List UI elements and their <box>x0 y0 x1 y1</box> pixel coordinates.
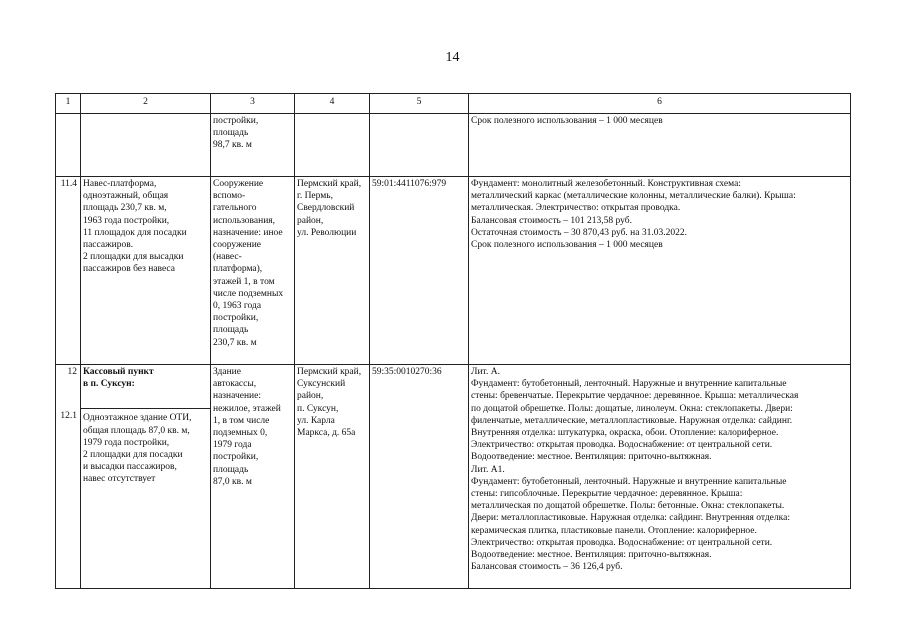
text-line: район, <box>297 215 324 226</box>
object-name-cell <box>81 365 211 589</box>
text-line: вспомо- <box>213 191 246 202</box>
text-line: постройки, <box>213 452 259 463</box>
text-line: Срок полезного использования – 1 000 месяцев <box>471 240 663 251</box>
property-table <box>55 93 851 589</box>
row-number <box>56 114 81 177</box>
text-line: навес отсутствует <box>83 474 156 485</box>
text-line: назначение: <box>213 391 261 402</box>
text-line: филенчатые, металлические, металлопластиковые. Наружная отделка: сайдинг. <box>471 415 793 426</box>
object-type <box>211 365 295 589</box>
text-line: Лит. А. <box>471 367 500 377</box>
header-col-4: 4 <box>295 94 370 114</box>
text-line: и высадки пассажиров, <box>83 462 177 473</box>
text-line: металлический каркас (металлические колонны, металлические балки). Крыша: <box>471 191 796 202</box>
text-line: Навес-платформа, <box>83 179 157 189</box>
object-description <box>469 365 851 589</box>
text-line: Кассовый пункт <box>83 367 154 377</box>
text-line: Фундамент: бутобетонный, ленточный. Наружные и внутренние капитальные <box>471 476 787 487</box>
text-line: пассажиров без навеса <box>83 264 175 275</box>
object-name <box>81 177 211 365</box>
text-line: постройки, <box>213 116 259 126</box>
text-line: 98,7 кв. м <box>213 140 252 151</box>
object-type <box>211 114 295 177</box>
text-line: Электричество: открытая проводка. Водоснабжение: от центральной сети. <box>471 440 773 451</box>
header-col-6: 6 <box>469 94 851 114</box>
object-name <box>83 412 208 485</box>
text-line: Водоотведение: местное. Вентиляция: приточно-вытяжная. <box>471 452 712 463</box>
text-line: площадь <box>213 325 249 336</box>
text-line: площадь 230,7 кв. м, <box>83 203 167 214</box>
object-description <box>469 177 851 365</box>
text-line: стены: гипсоблочные. Перекрытие чердачное: деревянное. Крыша: <box>471 489 743 500</box>
text-line: Свердловский <box>297 203 355 214</box>
row-number: 11.4 <box>56 177 81 365</box>
text-line: одноэтажный, общая <box>83 191 169 202</box>
object-address <box>295 114 370 177</box>
text-line: Внутренняя отделка: штукатурка, окраска, обои. Отопление: калориферное. <box>471 428 779 439</box>
text-line: стены: бревенчатые. Перекрытие чердачное: деревянное. Крыша: металлическая <box>471 391 799 402</box>
text-line: Электричество: открытая проводка. Водоснабжение: от центральной сети. <box>471 537 773 548</box>
text-line: 1, в том числе <box>213 415 270 426</box>
text-line: ул. Карла <box>297 415 335 426</box>
text-line: Пермский край, <box>297 179 362 189</box>
object-address <box>295 365 370 589</box>
text-line: Маркса, д. 65а <box>297 428 356 439</box>
object-address <box>295 177 370 365</box>
text-line: числе подземных <box>213 288 284 299</box>
text-line: 230,7 кв. м <box>213 337 257 348</box>
row-subnumber: 12.1 <box>60 411 77 422</box>
text-line: Балансовая стоимость – 36 126,4 руб. <box>471 562 623 573</box>
text-line: назначение: иное <box>213 227 283 238</box>
object-type <box>211 177 295 365</box>
table-row <box>56 177 851 365</box>
header-col-1: 1 <box>56 94 81 114</box>
object-description <box>469 114 851 177</box>
cadastral-number: 59:35:0010270:36 <box>370 365 469 589</box>
text-line: Суксунский <box>297 379 346 390</box>
object-name <box>81 114 211 177</box>
header-col-5: 5 <box>370 94 469 114</box>
text-line: Лит. А1. <box>471 464 505 475</box>
text-line: Водоотведение: местное. Вентиляция: приточно-вытяжная. <box>471 550 712 561</box>
table-row <box>56 114 851 177</box>
text-line: (навес- <box>213 252 242 263</box>
row-number: 12 <box>67 367 77 377</box>
text-line: Балансовая стоимость – 101 213,58 руб. <box>471 215 632 226</box>
text-line: в п. Суксун: <box>83 379 135 390</box>
text-line: район, <box>297 391 324 402</box>
text-line: подземных 0, <box>213 428 268 439</box>
text-line: металлическая. Электричество: открытая проводка. <box>471 203 681 214</box>
object-group-title <box>83 366 208 390</box>
text-line: пассажиров. <box>83 240 134 251</box>
text-line: по дощатой обрешетке. Полы: дощатые, линолеум. Окна: стеклопакеты. Двери: <box>471 403 793 414</box>
text-line: Фундамент: бутобетонный, ленточный. Наружные и внутренние капитальные <box>471 379 787 390</box>
text-line: металлическая по дощатой обрешетке. Полы: бетонные. Окна: стеклопакеты. <box>471 501 785 512</box>
header-row <box>56 94 851 114</box>
text-line: площадь <box>213 128 249 139</box>
text-line: Сооружение <box>213 179 264 189</box>
text-line: 1963 года постройки, <box>83 215 170 226</box>
text-line: гательного <box>213 203 257 214</box>
sub-divider <box>81 390 210 409</box>
text-line: п. Суксун, <box>297 403 339 414</box>
text-line: нежилое, этажей <box>213 403 281 414</box>
text-line: Срок полезного использования – 1 000 месяцев <box>471 116 663 126</box>
text-line: 1979 года <box>213 440 252 451</box>
text-line: 1979 года постройки, <box>83 437 170 448</box>
cadastral-number: 59:01:4411076:979 <box>370 177 469 365</box>
text-line: керамическая плитка, пластиковые панели. Отопление: калориферное. <box>471 525 757 536</box>
text-line: использования, <box>213 215 276 226</box>
table-row <box>56 365 851 589</box>
row-number-cell <box>56 365 81 589</box>
text-line: автокассы, <box>213 379 257 390</box>
text-line: Здание <box>213 367 241 377</box>
text-line: 0, 1963 года <box>213 301 262 312</box>
text-line: Одноэтажное здание ОТИ, <box>83 413 192 424</box>
text-line: площадь <box>213 464 249 475</box>
cadastral-number <box>370 114 469 177</box>
text-line: Фундамент: монолитный железобетонный. Конструктивная схема: <box>471 179 741 189</box>
text-line: 2 площадки для высадки <box>83 252 184 263</box>
text-line: 11 площадок для посадки <box>83 227 187 238</box>
text-line: 87,0 кв. м <box>213 476 252 487</box>
page-number: 14 <box>445 50 460 65</box>
text-line: 2 площадки для посадки <box>83 450 183 461</box>
text-line: сооружение <box>213 240 262 251</box>
text-line: Пермский край, <box>297 367 362 377</box>
text-line: этажей 1, в том <box>213 276 275 287</box>
text-line: Двери: металлопластиковые. Наружная отделка: сайдинг. Внутренняя отделка: <box>471 513 790 524</box>
header-col-2: 2 <box>81 94 211 114</box>
text-line: ул. Революции <box>297 227 357 238</box>
header-col-3: 3 <box>211 94 295 114</box>
text-line: Остаточная стоимость – 30 870,43 руб. на 31.03.2022. <box>471 227 687 238</box>
text-line: платформа), <box>213 264 263 275</box>
text-line: общая площадь 87,0 кв. м, <box>83 425 190 436</box>
text-line: г. Пермь, <box>297 191 333 202</box>
text-line: постройки, <box>213 313 259 324</box>
